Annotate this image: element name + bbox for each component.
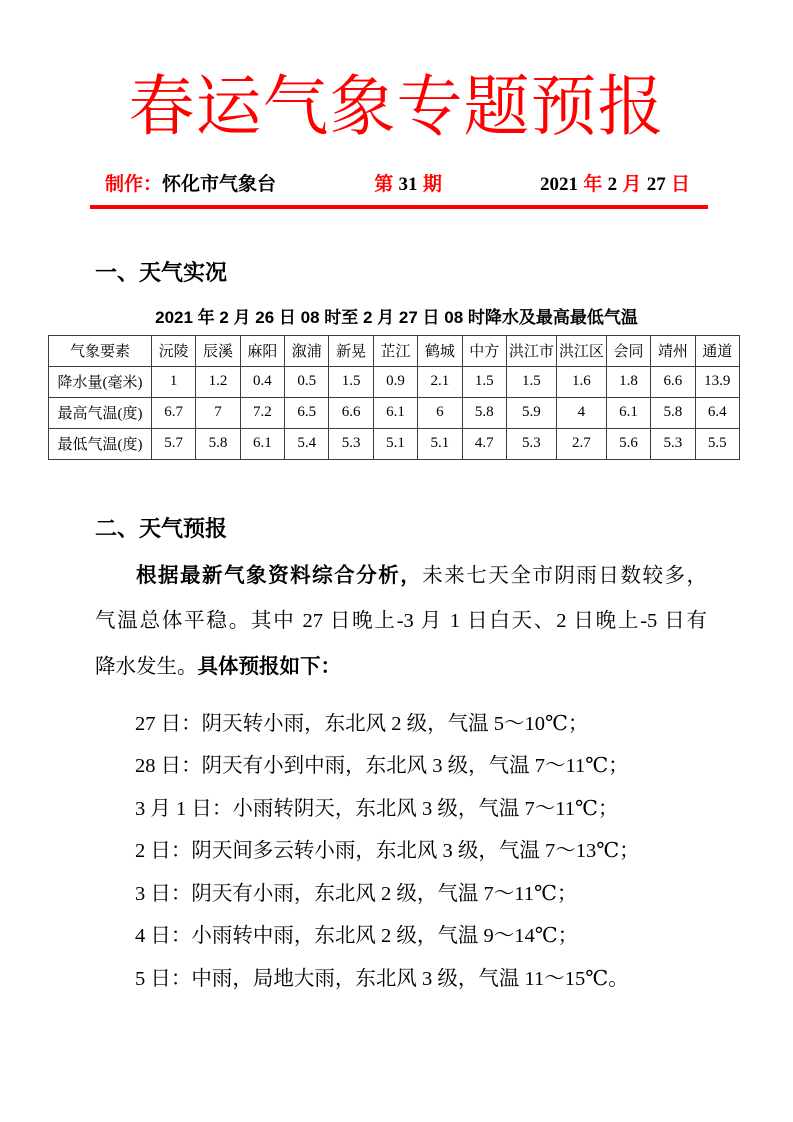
table-cell: 1.5 [462,366,506,397]
producer [105,169,276,196]
intro-lead-bold: 根据最新气象资料综合分析， [136,563,423,587]
date-day-unit: 日 [670,173,690,195]
column-header: 芷江 [373,335,417,366]
date-month: 2 [607,173,618,195]
table-cell: 5.8 [196,428,240,459]
column-header: 中方 [462,335,506,366]
table-cell: 1.8 [606,366,650,397]
table-cell: 2.7 [556,428,606,459]
table-cell: 5.3 [506,428,556,459]
table-cell: 1.5 [506,366,556,397]
column-header: 溆浦 [285,335,329,366]
table-cell: 5.1 [373,428,417,459]
table-cell: 5.1 [418,428,462,459]
section-heading-weather-actual: 一、天气实况 [95,259,228,285]
column-header: 会同 [606,335,650,366]
table-cell: 0.5 [285,366,329,397]
table-cell: 5.3 [329,428,373,459]
daily-forecast-list [135,703,793,1001]
section-heading-forecast: 二、天气预报 [95,515,228,541]
table-row [49,428,740,459]
row-label: 最高气温(度) [49,397,152,428]
masthead [90,169,708,209]
forecast-list-item: 27 日：阴天转小雨，东北风 2 级，气温 5～10℃； [135,712,589,735]
forecast-list-item: 5 日：中雨，局地大雨，东北风 3 级，气温 11～15℃。 [135,967,629,990]
intro-tail-bold: 具体预报如下： [197,654,341,678]
column-header: 靖州 [651,335,695,366]
table-cell: 7 [196,397,240,428]
date-day: 27 [646,173,666,195]
table-cell: 1 [152,366,196,397]
column-header: 辰溪 [196,335,240,366]
intro-tail-text: 降水发生。 [95,655,198,678]
table-cell: 5.8 [462,397,506,428]
issue-prefix: 第 [374,173,394,195]
table-cell: 6.4 [695,397,739,428]
table-cell: 1.5 [329,366,373,397]
table-cell: 6.5 [285,397,329,428]
row-label: 降水量(毫米) [49,366,152,397]
table-cell: 0.9 [373,366,417,397]
table-cell: 4.7 [462,428,506,459]
column-header: 洪江区 [556,335,606,366]
date-year-unit: 年 [583,173,603,195]
forecast-list-item: 2 日：阴天间多云转小雨，东北风 3 级，气温 7～13℃； [135,840,640,863]
table-cell: 4 [556,397,606,428]
intro-mid-text: 气温总体平稳。其中 27 日晚上-3 月 1 日白天、2 日晚上-5 日有 [95,609,707,632]
table-cell: 6.1 [240,428,284,459]
column-header: 通道 [695,335,739,366]
column-header: 气象要素 [49,335,152,366]
weather-table-body [49,366,740,459]
table-cell: 7.2 [240,397,284,428]
forecast-list-item: 4 日：小雨转中雨，东北风 2 级，气温 9～14℃； [135,925,579,948]
column-header: 新晃 [329,335,373,366]
intro-line [95,553,707,599]
weather-observation-table [48,335,740,460]
table-cell: 5.7 [152,428,196,459]
intro-lead-text: 未来七天全市阴雨日数较多， [422,564,708,587]
date-month-unit: 月 [622,173,642,195]
issue-date [540,169,690,196]
table-cell: 6.1 [606,397,650,428]
table-cell: 6.6 [329,397,373,428]
forecast-list-item: 28 日：阴天有小到中雨，东北风 3 级，气温 7～11℃； [135,755,629,778]
table-cell: 5.5 [695,428,739,459]
document-title: 春运气象专题预报 [128,71,665,144]
table-cell: 6.1 [373,397,417,428]
table-cell: 6.6 [651,366,695,397]
producer-label: 制作： [105,173,163,195]
table-cell: 5.8 [651,397,695,428]
table-cell: 0.4 [240,366,284,397]
intro-line [95,644,707,690]
table-cell: 1.6 [556,366,606,397]
column-header: 沅陵 [152,335,196,366]
issue-value: 31 [398,173,418,195]
table-cell: 2.1 [418,366,462,397]
column-header: 鹤城 [418,335,462,366]
table-cell: 13.9 [695,366,739,397]
issue-suffix: 期 [422,173,442,195]
forecast-list-item: 3 日：阴天有小雨，东北风 2 级，气温 7～11℃； [135,882,578,905]
table-cell: 5.3 [651,428,695,459]
forecast-list-item: 3 月 1 日：小雨转阴天，东北风 3 级，气温 7～11℃； [135,797,619,820]
column-header: 麻阳 [240,335,284,366]
table-row [49,366,740,397]
table-cell: 5.6 [606,428,650,459]
weather-table-title: 2021 年 2 月 26 日 08 时至 2 月 27 日 08 时降水及最高最低气温 [155,307,638,327]
table-cell: 6.7 [152,397,196,428]
intro-line [95,599,707,644]
table-cell: 1.2 [196,366,240,397]
table-cell: 6 [418,397,462,428]
column-header: 洪江市 [506,335,556,366]
issue-number [374,169,442,196]
producer-name: 怀化市气象台 [162,173,277,195]
row-label: 最低气温(度) [49,428,152,459]
table-cell: 5.9 [506,397,556,428]
weather-table-head-row [49,335,740,366]
date-year: 2021 [540,173,579,195]
table-row [49,397,740,428]
table-cell: 5.4 [285,428,329,459]
forecast-intro [95,553,707,690]
